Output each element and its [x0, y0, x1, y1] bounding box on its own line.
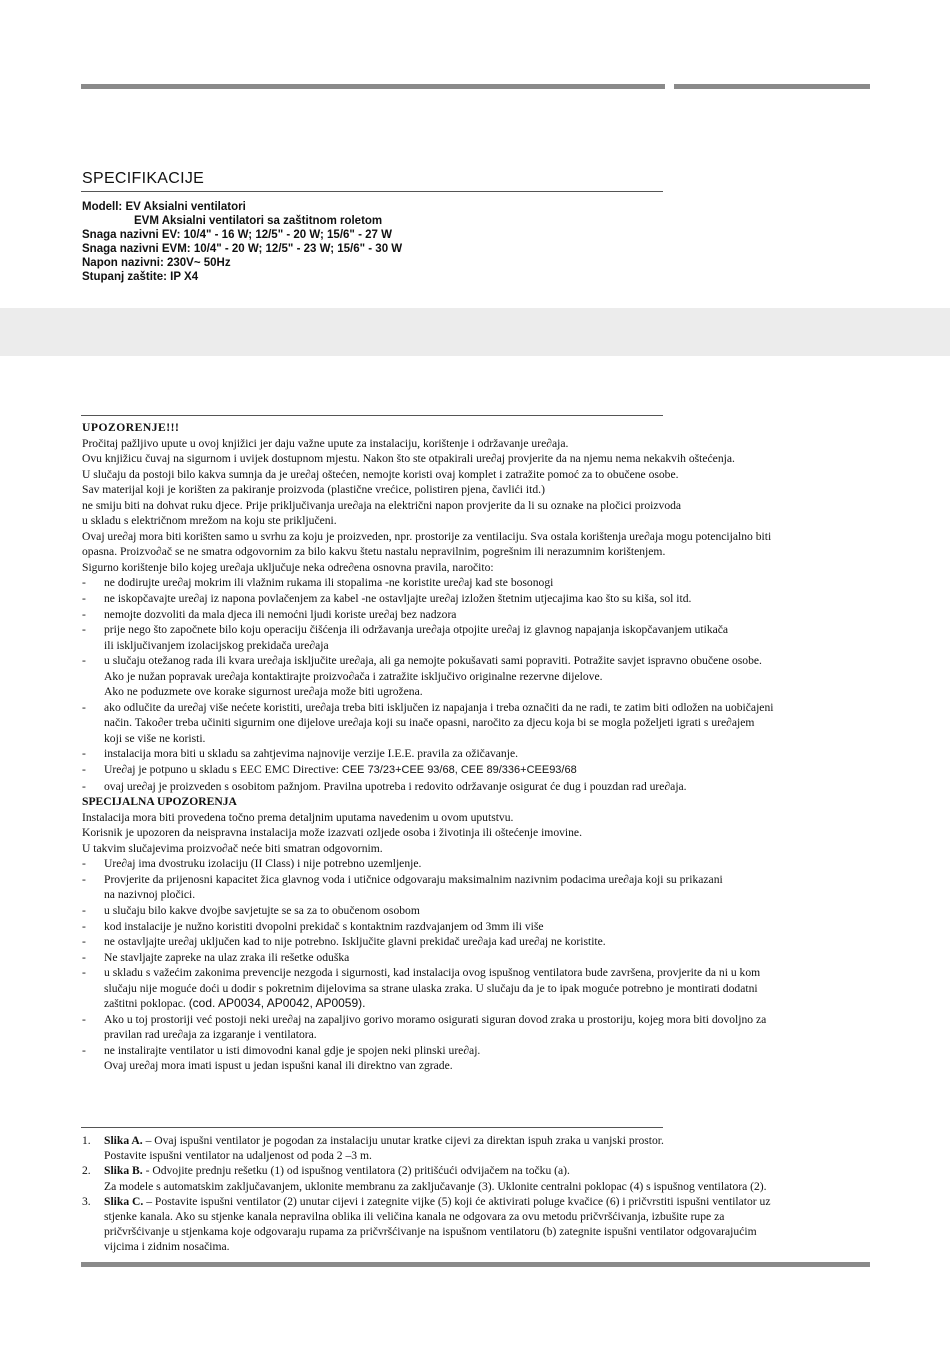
list-item-text: zaštitni poklopac. — [104, 997, 189, 1011]
figure-item — [82, 1194, 882, 1255]
list-item-text: način. Tako∂er treba učiniti sigurnim one dijelove ure∂aja koji su inače opasni, naročito za djecu koja bi se mogla poželjeti igrati s ure∂ajem — [104, 716, 755, 730]
list-item — [82, 934, 882, 950]
list-item-text: ovaj ure∂aj je proizveden s osobitom pažnjom. Pravilna upotreba i redovito održavanje osigurat će dug i pouzdan rad ure∂aja. — [104, 779, 687, 793]
list-item-text: ne iskopčavajte ure∂aj iz napona povlačenjem za kabel -ne ostavljajte ure∂aj izložen štetnim utjecajima kao što su kiša, sol itd. — [104, 592, 692, 606]
spec-line: EVM Aksialni ventilatori sa zaštitnom roletom — [134, 215, 383, 227]
list-item — [82, 919, 882, 935]
list-item — [82, 653, 882, 700]
warning-text: opasna. Proizvo∂ač se ne smatra odgovornim za bilo kakvu štetu nastalu nepravilnim, pogrešnim ili nerazumnim korištenjem. — [82, 545, 666, 559]
warning-text: u skladu s električnom mrežom na koju ste priključeni. — [82, 514, 337, 528]
special-text: Korisnik je upozoren da neispravna instalacija može izazvati ozljede osoba i životinja ili oštećenje imovine. — [82, 826, 582, 840]
gray-band — [0, 308, 950, 356]
cover-codes: (cod. AP0034, AP0042, AP0059). — [188, 996, 366, 1011]
list-item-text: Ure∂aj je potpuno u skladu s EEC EMC Directive: — [104, 763, 342, 777]
list-item-text: Ako je nužan popravak ure∂aja kontaktirajte proizvo∂ača i zatražite isključivo originalne rezervne dijelove. — [104, 669, 603, 683]
list-item-text: Ure∂aj ima dvostruku izolaciju (II Class) i nije potrebno uzemljenje. — [104, 857, 422, 871]
special-text: U takvim slučajevima proizvo∂ač neće biti smatran odgovornim. — [82, 841, 383, 855]
list-item — [82, 856, 882, 872]
warning-divider — [81, 415, 663, 416]
bullet: - — [82, 950, 86, 964]
spec-block — [82, 200, 402, 284]
figures-divider — [81, 1127, 663, 1128]
figure-number: 1. — [82, 1134, 91, 1147]
top-bar-right — [674, 84, 870, 89]
list-item — [82, 700, 882, 747]
list-item-text: na nazivnoj pločici. — [104, 888, 196, 902]
bullet: - — [82, 966, 86, 980]
warning-text: Sav materijal koji je korišten za pakiranje proizvoda (plastične vrećice, polistiren pjena, čavlići itd.) — [82, 483, 545, 497]
bullet: - — [82, 1012, 86, 1026]
warning-text: Ovu knjižicu čuvaj na sigurnom i uvijek dostupnom mjestu. Nakon što ste otpakirali ure∂aj provjerite da na njemu nema nekakvih oštećenja. — [82, 452, 735, 466]
list-item-text: ako odlučite da ure∂aj više nećete koristiti, ure∂aja treba biti isključen iz napajanja i treba označiti da ne radi, te zatim biti odložen na uobičajeni — [104, 700, 774, 714]
warning-heading: UPOZORENJE!!! — [82, 421, 180, 434]
bullet: - — [82, 872, 86, 886]
list-item — [82, 607, 882, 623]
list-item-text: prije nego što započnete bilo koju operaciju čišćenja ili održavanja ure∂aja otpojite ure∂aj iz glavnog napajanja iskopčavanjem utikača — [104, 623, 729, 637]
list-item-text: u skladu s važećim zakonima prevencije nezgoda i sigurnosti, kad instalacija ovog ispušnog ventilatora bude završena, provjerite da ni u kom — [104, 966, 761, 980]
figure-label: Slika C. — [104, 1194, 144, 1208]
bottom-bar — [81, 1262, 870, 1267]
list-item-text: Ako ne poduzmete ove korake sigurnost ure∂aja može biti ugrožena. — [104, 685, 423, 699]
list-item — [82, 950, 882, 966]
list-item — [82, 746, 882, 762]
bullet: - — [82, 747, 86, 761]
warning-text: Ovaj ure∂aj mora biti korišten samo u svrhu za koju je proizveden, npr. prostorije za ventilaciju. Sva ostala korištenja ure∂aja mogu potencijalno biti — [82, 529, 772, 543]
figure-text: stjenke kanala. Ako su stjenke kanala nepravilna oblika ili veličina kanala ne odgovara za ovu metodu pričvršćivanja, izbušite rupe za — [104, 1210, 725, 1224]
list-item-text: ne dodirujte ure∂aj mokrim ili vlažnim rukama ili stopalima -ne koristite ure∂aj kad ste bosonogi — [104, 576, 554, 590]
list-item-text: instalacija mora biti u skladu sa zahtjevima najnovije verzije I.E.E. pravila za ožičavanje. — [104, 747, 518, 761]
bullet: - — [82, 1043, 86, 1057]
list-item — [82, 1012, 882, 1043]
list-item — [82, 591, 882, 607]
list-item-text: koji se više ne koristi. — [104, 731, 206, 745]
list-item-text: ili isključivanjem izolacijskog prekidača ure∂aja — [104, 638, 329, 652]
figure-text: Postavite ispušni ventilator na udaljenost od poda 2 –3 m. — [104, 1149, 372, 1163]
figure-label: Slika A. — [104, 1134, 143, 1147]
bullet: - — [82, 592, 86, 606]
list-item-text: u slučaju bilo kakve dvojbe savjetujte se sa za to obučenom osobom — [104, 903, 420, 917]
figure-text: pričvršćivanje u stjenkama koje odgovaraju rupama za pričvršćivanje na ispušnom ventilatoru (b) zategnite ispušni ventilator odgovarajućim — [104, 1225, 757, 1239]
list-item — [82, 903, 882, 919]
warning-text: Sigurno korištenje bilo kojeg ure∂aja uključuje neka odre∂ena osnovna pravila, naročito: — [82, 560, 494, 574]
list-item — [82, 622, 882, 653]
bullet: - — [82, 763, 86, 777]
directive-codes: CEE 73/23+CEE 93/68, CEE 89/336+CEE93/68 — [341, 764, 577, 777]
list-item-text: pravilan rad ure∂aja za izgaranje i ventilatora. — [104, 1028, 317, 1042]
list-item-text: Provjerite da prijenosni kapacitet žica glavnog voda i utičnice odgovaraju maksimalnim nazivnim podacima ure∂aja koji su prikazani — [104, 872, 723, 886]
list-item-text: slučaju nije moguće doći u dodir s pokretnim dijelovima sa strane ulaska zraka. U slučaju da je to ipak moguće potrebno je montirati dodatni — [104, 981, 758, 995]
bullet: - — [82, 623, 86, 637]
warning-text: ne smiju biti na dohvat ruku djece. Prije priključivanja ure∂aja na električni napon provjerite da li su oznake na pločici proizvoda — [82, 498, 682, 512]
bullet: - — [82, 576, 86, 590]
list-item-text: nemojte dozvoliti da mala djeca ili nemoćni ljudi koriste ure∂aj bez nadzora — [104, 607, 457, 621]
list-item — [82, 575, 882, 591]
warning-section — [82, 420, 882, 1074]
list-item-text: Ako u toj prostoriji već postoji neki ure∂aj na zapaljivo gorivo moramo osigurati siguran dovod zraka u prostoriju, kojeg mora biti dovoljno za — [104, 1012, 767, 1026]
spec-line: Snaga nazivni EVM: 10/4" - 20 W; 12/5" - 23 W; 15/6" - 30 W — [82, 243, 403, 255]
list-item — [82, 965, 882, 1012]
bullet: - — [82, 919, 86, 933]
bullet: - — [82, 779, 86, 793]
spec-line: Napon nazivni: 230V~ 50Hz — [82, 257, 231, 269]
list-item-text: Ovaj ure∂aj mora imati ispust u jedan ispušni kanal ili direktno van zgrade. — [104, 1059, 453, 1073]
list-item-text: ne ostavljajte ure∂aj uključen kad to nije potrebno. Isključite glavni prekidač ure∂aja kad ure∂aj ne koristite. — [104, 935, 606, 949]
figure-text: Za modele s automatskim zaključavanjem, uklonite membranu za zaključavanje (3). Uklonite centralni poklopac (4) s ispušnog ventilatora (2). — [104, 1179, 767, 1193]
figure-number: 3. — [82, 1194, 91, 1208]
list-item-text: kod instalacije je nužno koristiti dvopolni prekidač s kontaktnim razdvajanjem od 3mm ili više — [104, 919, 544, 933]
figure-text: – Postavite ispušni ventilator (2) unutar cijevi i zategnite vijke (5) koji će aktivirati poluge kvačice (6) i pričvrstiti ispušni ventilator uz — [143, 1194, 771, 1208]
figure-instructions — [82, 1133, 882, 1255]
list-item — [82, 1043, 882, 1074]
spec-divider — [81, 191, 663, 192]
list-item-text: ne instalirajte ventilator u isti dimovodni kanal gdje je spojen neki plinski ure∂aj. — [104, 1043, 481, 1057]
bullet: - — [82, 654, 86, 668]
bullet: - — [82, 607, 86, 621]
spec-line: Snaga nazivni EV: 10/4" - 16 W; 12/5" - 20 W; 15/6" - 27 W — [82, 229, 392, 241]
bullet: - — [82, 700, 86, 714]
spec-line: Stupanj zaštite: IP X4 — [82, 271, 199, 283]
spec-title: SPECIFIKACIJE — [82, 170, 205, 187]
figure-text: - Odvojite prednju rešetku (1) od ispušnog ventilatora (2) pritišćući odvijačem na točku (a). — [142, 1164, 570, 1178]
warning-text: U slučaju da postoji bilo kakva sumnja da je ure∂aj oštećen, nemojte koristi ovaj komplet i zatražite pomoć za to obučene osobe. — [82, 467, 679, 481]
list-item — [82, 779, 882, 795]
bullet: - — [82, 903, 86, 917]
list-item — [82, 762, 882, 779]
spec-line: Modell: EV Aksialni ventilatori — [82, 201, 246, 213]
special-heading: SPECIJALNA UPOZORENJA — [82, 795, 237, 809]
list-item-text: Ne stavljajte zapreke na ulaz zraka ili rešetke oduška — [104, 950, 350, 964]
figure-number: 2. — [82, 1164, 91, 1178]
figure-item — [82, 1133, 882, 1163]
bullet: - — [82, 935, 86, 949]
figure-text: – Ovaj ispušni ventilator je pogodan za instalaciju unutar kratke cijevi za direktan ispuh zraka u vanjski prostor. — [142, 1134, 664, 1147]
figure-item — [82, 1163, 882, 1193]
list-item — [82, 872, 882, 903]
figure-text: vijcima i zidnim nosačima. — [104, 1240, 230, 1254]
figure-label: Slika B. — [104, 1164, 143, 1178]
top-bar-left — [81, 84, 665, 89]
warning-text: Pročitaj pažljivo upute u ovoj knjižici jer daju važne upute za instalaciju, korištenje i održavanje ure∂aja. — [82, 436, 569, 450]
list-item-text: u slučaju otežanog rada ili kvara ure∂aja isključite ure∂aja, ali ga nemojte pokušavati sami popraviti. Potražite savjet ispravno obučene osobe. — [104, 654, 762, 668]
bullet: - — [82, 857, 86, 871]
special-text: Instalacija mora biti provedena točno prema detaljnim uputama navedenim u ovom uputstvu. — [82, 810, 514, 824]
